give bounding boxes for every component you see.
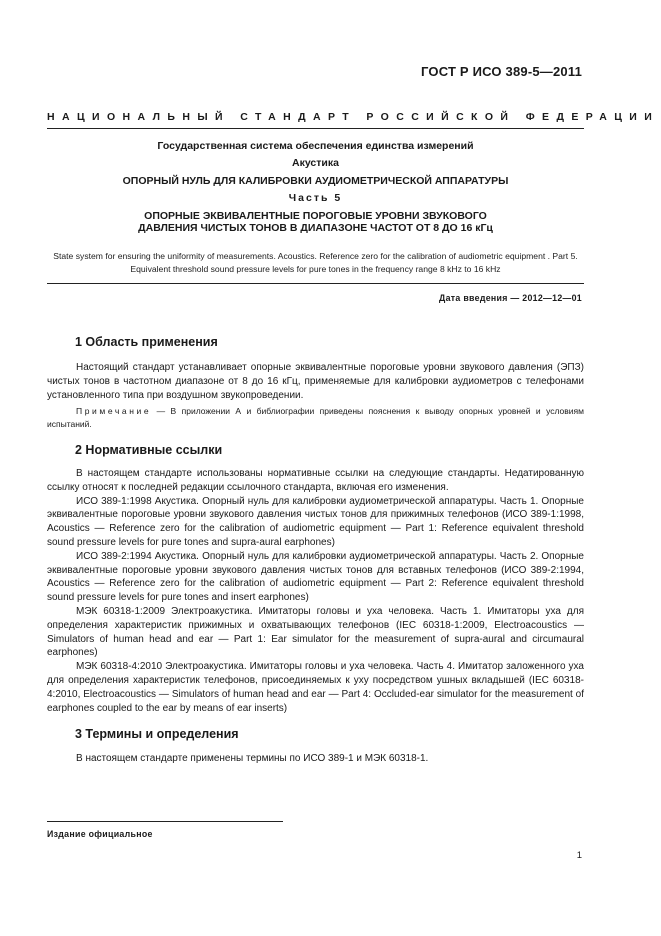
section-scope-body (47, 361, 584, 402)
english-title: State system for ensuring the uniformity of measurements. Acoustics. Reference zero for the calibration of audiometric equipment . Part 5. Equivalent threshold sound pressure levels for pure tones in the frequency range 8 kHz to 16 kHz (53, 251, 578, 274)
reference-item: МЭК 60318-4:2010 Электроакустика. Имитаторы головы и уха человека. Часть 4. Имитатор заложенного уха для определения характеристик телефонов, присоединяемых к уху посредством ушных вкладышей (IEC 60318-4:2010, Electroacoustics — Simulators of human head and ear — Part 4: Occluded-ear simulator for the measurement of earphones coupled to the ear by means of ear inserts) (47, 661, 584, 714)
title-part: Часть 5 (288, 192, 343, 204)
section-references-body (47, 467, 584, 715)
paragraph: Настоящий стандарт устанавливает опорные эквивалентные пороговые уровни звукового давления (ЭПЗ) чистых тонов в частотном диапазоне от 8 до 16 кГц, применяемые для калибровки аудиометров с телефонами установленного типа при воздушном звукопроведении. (47, 362, 584, 401)
title-subtitle-line1: ОПОРНЫЕ ЭКВИВАЛЕНТНЫЕ ПОРОГОВЫЕ УРОВНИ ЗВУКОВОГО (144, 210, 487, 222)
top-divider (47, 128, 584, 129)
paragraph: В настоящем стандарте использованы нормативные ссылки на следующие стандарты. Недатированную ссылку относят к последней редакции ссылочного стандарта, включая его изменения. (47, 468, 584, 493)
note-text: — В приложении А и библиографии приведены пояснения к выводу опорных уровней и условиям испытаний. (47, 406, 584, 429)
introduction-date: Дата введения — 2012—12—01 (439, 293, 582, 303)
middle-divider (47, 283, 584, 284)
note-paragraph (47, 405, 584, 431)
title-subtitle-line2: ДАВЛЕНИЯ ЧИСТЫХ ТОНОВ В ДИАПАЗОНЕ ЧАСТОТ ОТ 8 ДО 16 кГц (138, 222, 493, 234)
title-field: Акустика (292, 157, 339, 169)
note-label: Примечание (76, 406, 152, 416)
page-number: 1 (576, 850, 582, 861)
note-block (47, 405, 584, 431)
section-terms-body (47, 752, 584, 766)
section-heading-terms: 3 Термины и определения (75, 727, 239, 741)
reference-item: ИСО 389-1:1998 Акустика. Опорный нуль для калибровки аудиометрической аппаратуры. Часть 1. Опорные эквивалентные пороговые уровни звукового давления чистых тонов для прижимных телефонов (ИСО 389-1:1998, Acoustics — Reference zero for the calibration of audiometric equipment — Part 1: Reference equivalent threshold sound pressure levels for pure tones and supra-aural earphones) (47, 495, 584, 548)
edition-label: Издание официальное (47, 829, 153, 839)
title-system: Государственная система обеспечения единства измерений (157, 140, 474, 152)
reference-item: МЭК 60318-1:2009 Электроакустика. Имитаторы головы и уха человека. Часть 1. Имитаторы уха для определения характеристик прижимных и охватывающих телефонов (IEC 60318-1:2009, Electroacoustics — Simulators of human head and ear — Part 1: Ear simulator for the measurement of supra-aural and circumaural earphones) (47, 605, 584, 659)
title-main: ОПОРНЫЙ НУЛЬ ДЛЯ КАЛИБРОВКИ АУДИОМЕТРИЧЕСКОЙ АППАРАТУРЫ (122, 175, 509, 187)
footer-divider (47, 821, 283, 822)
national-standard-banner: НАЦИОНАЛЬНЫЙ СТАНДАРТ РОССИЙСКОЙ ФЕДЕРАЦИИ (47, 111, 660, 123)
reference-item: ИСО 389-2:1994 Акустика. Опорный нуль для калибровки аудиометрической аппаратуры. Часть 2. Опорные эквивалентные пороговые уровни звукового давления чистых тонов для вставных телефонов (ИСО 389-2:1994, Acoustics — Reference zero for the calibration of audiometric equipment — Part 2: Reference equivalent threshold sound pressure levels for pure tones and insert earphones) (47, 550, 584, 604)
paragraph: В настоящем стандарте применены термины по ИСО 389-1 и МЭК 60318-1. (76, 753, 429, 764)
gost-code: ГОСТ Р ИСО 389-5—2011 (421, 64, 582, 79)
section-heading-references: 2 Нормативные ссылки (75, 443, 223, 457)
section-heading-scope: 1 Область применения (75, 335, 218, 349)
